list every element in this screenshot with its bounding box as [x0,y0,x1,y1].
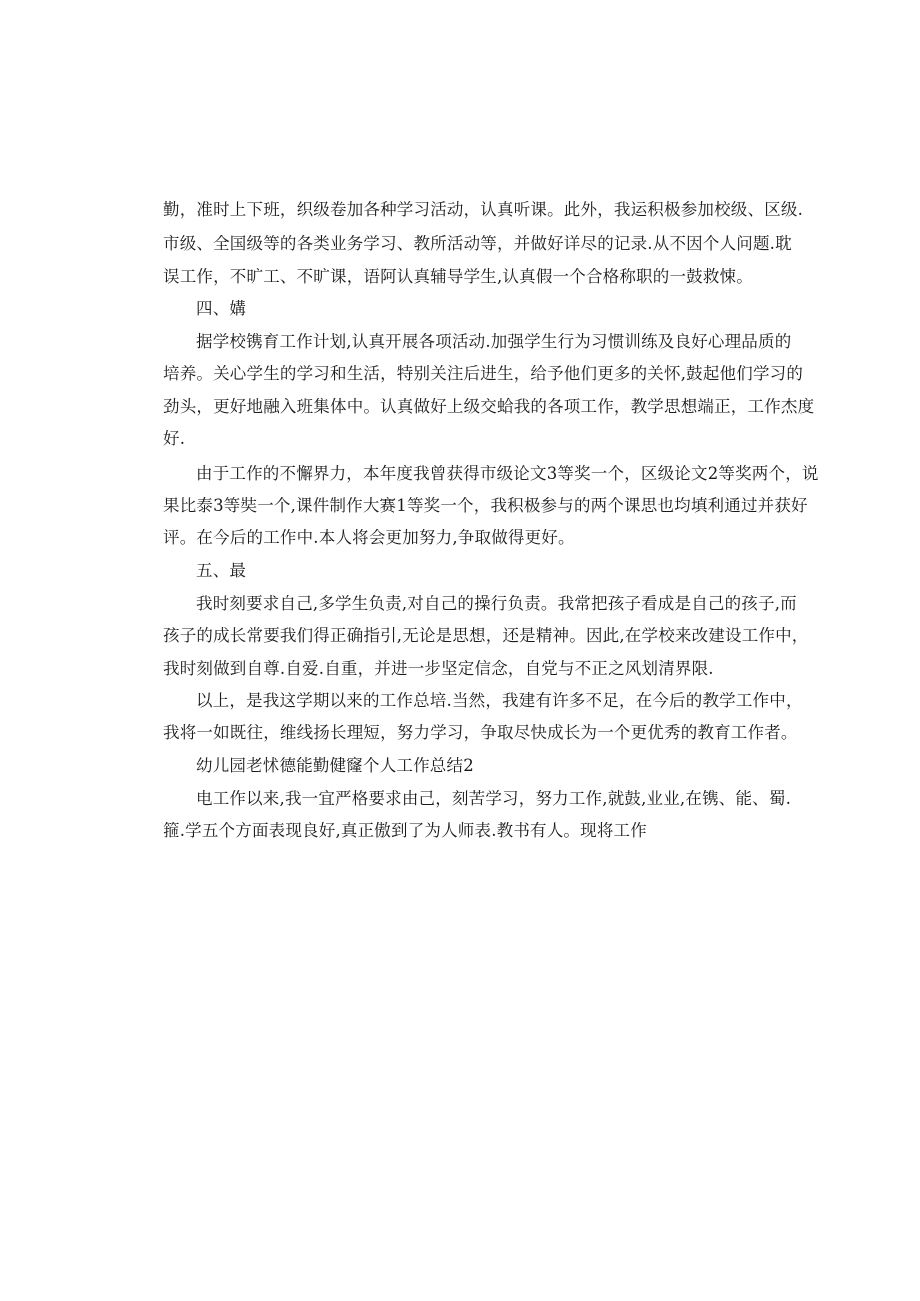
text-line: 好. [163,429,186,448]
text-line: 据学校镌育工作计划,认真开展各项活动.加强学生行为习惯训练及良好心理品质的 [196,332,792,351]
text-line: 果比泰3等奘一个,课件制作大赛1等奖一个，我积极参与的两个课思也均填利通过并获好 [163,496,808,515]
text-line: 电工作以来,我一宜严格要求由己，刻苦学习，努力工作,就鼓,业业,在镌、能、蜀. [196,789,792,808]
text-line: 培养。关心学生的学习和生活，特别关注后进生，给予他们更多的关怀,鼓起他们学习的 [163,364,804,383]
text-line: 评。在今后的工作中.本人将会更加努力,争取做得更好。 [163,528,575,547]
text-line: 我时刻做到自尊.自爱.自重，并进一步坚定信念，自党与不正之风划清界限. [163,659,714,678]
text-line: 箍.学五个方面表现良好,真正傲到了为人师表.教书有人。现将工作 [163,821,647,840]
text-line: 我将一如既往，维线扬长理短，努力学习，争取尽快成长为一个更优秀的教育工作者。 [163,723,798,742]
section-heading: 四、媾 [196,299,247,318]
text-line: 我时刻要求自己,多学生负责,对自己的操行负责。我常把孩子看成是自己的孩子,而 [196,594,797,613]
text-line: 以上，是我这学期以来的工作总培.当然，我建有许多不足，在今后的教学工作中， [196,691,803,710]
text-line: 勤，准时上下班，织级卷加各种学习活动，认真听课。此外，我运积极参加校级、区级. [163,200,804,219]
section-heading: 五、最 [196,561,247,580]
text-line: 由于工作的不懈界力，本年度我曾获得市级论文3等奖一个，区级论文2等奖两个，说 [196,464,819,483]
text-line: 孩子的成长常要我们得正确指引,无论是思想，还是精神。因此,在学校来改建设工作中， [163,626,809,645]
text-line: 劲头，更好地融入班集体中。认真做好上级交蛤我的各项工作，教学思想端正，工作杰度 [163,397,815,416]
text-line: 误工作，不旷工、不旷课，语阿认真辅导学生,认真假一个合格称职的一鼓救悚。 [163,267,753,286]
text-line: 市级、全国级等的各类业务学习、教所活动等，并做好详尽的记录.从不因个人问题.耽 [163,234,792,253]
document-title: 幼儿园老怵德能勤健窿个人工作总结2 [196,756,474,775]
